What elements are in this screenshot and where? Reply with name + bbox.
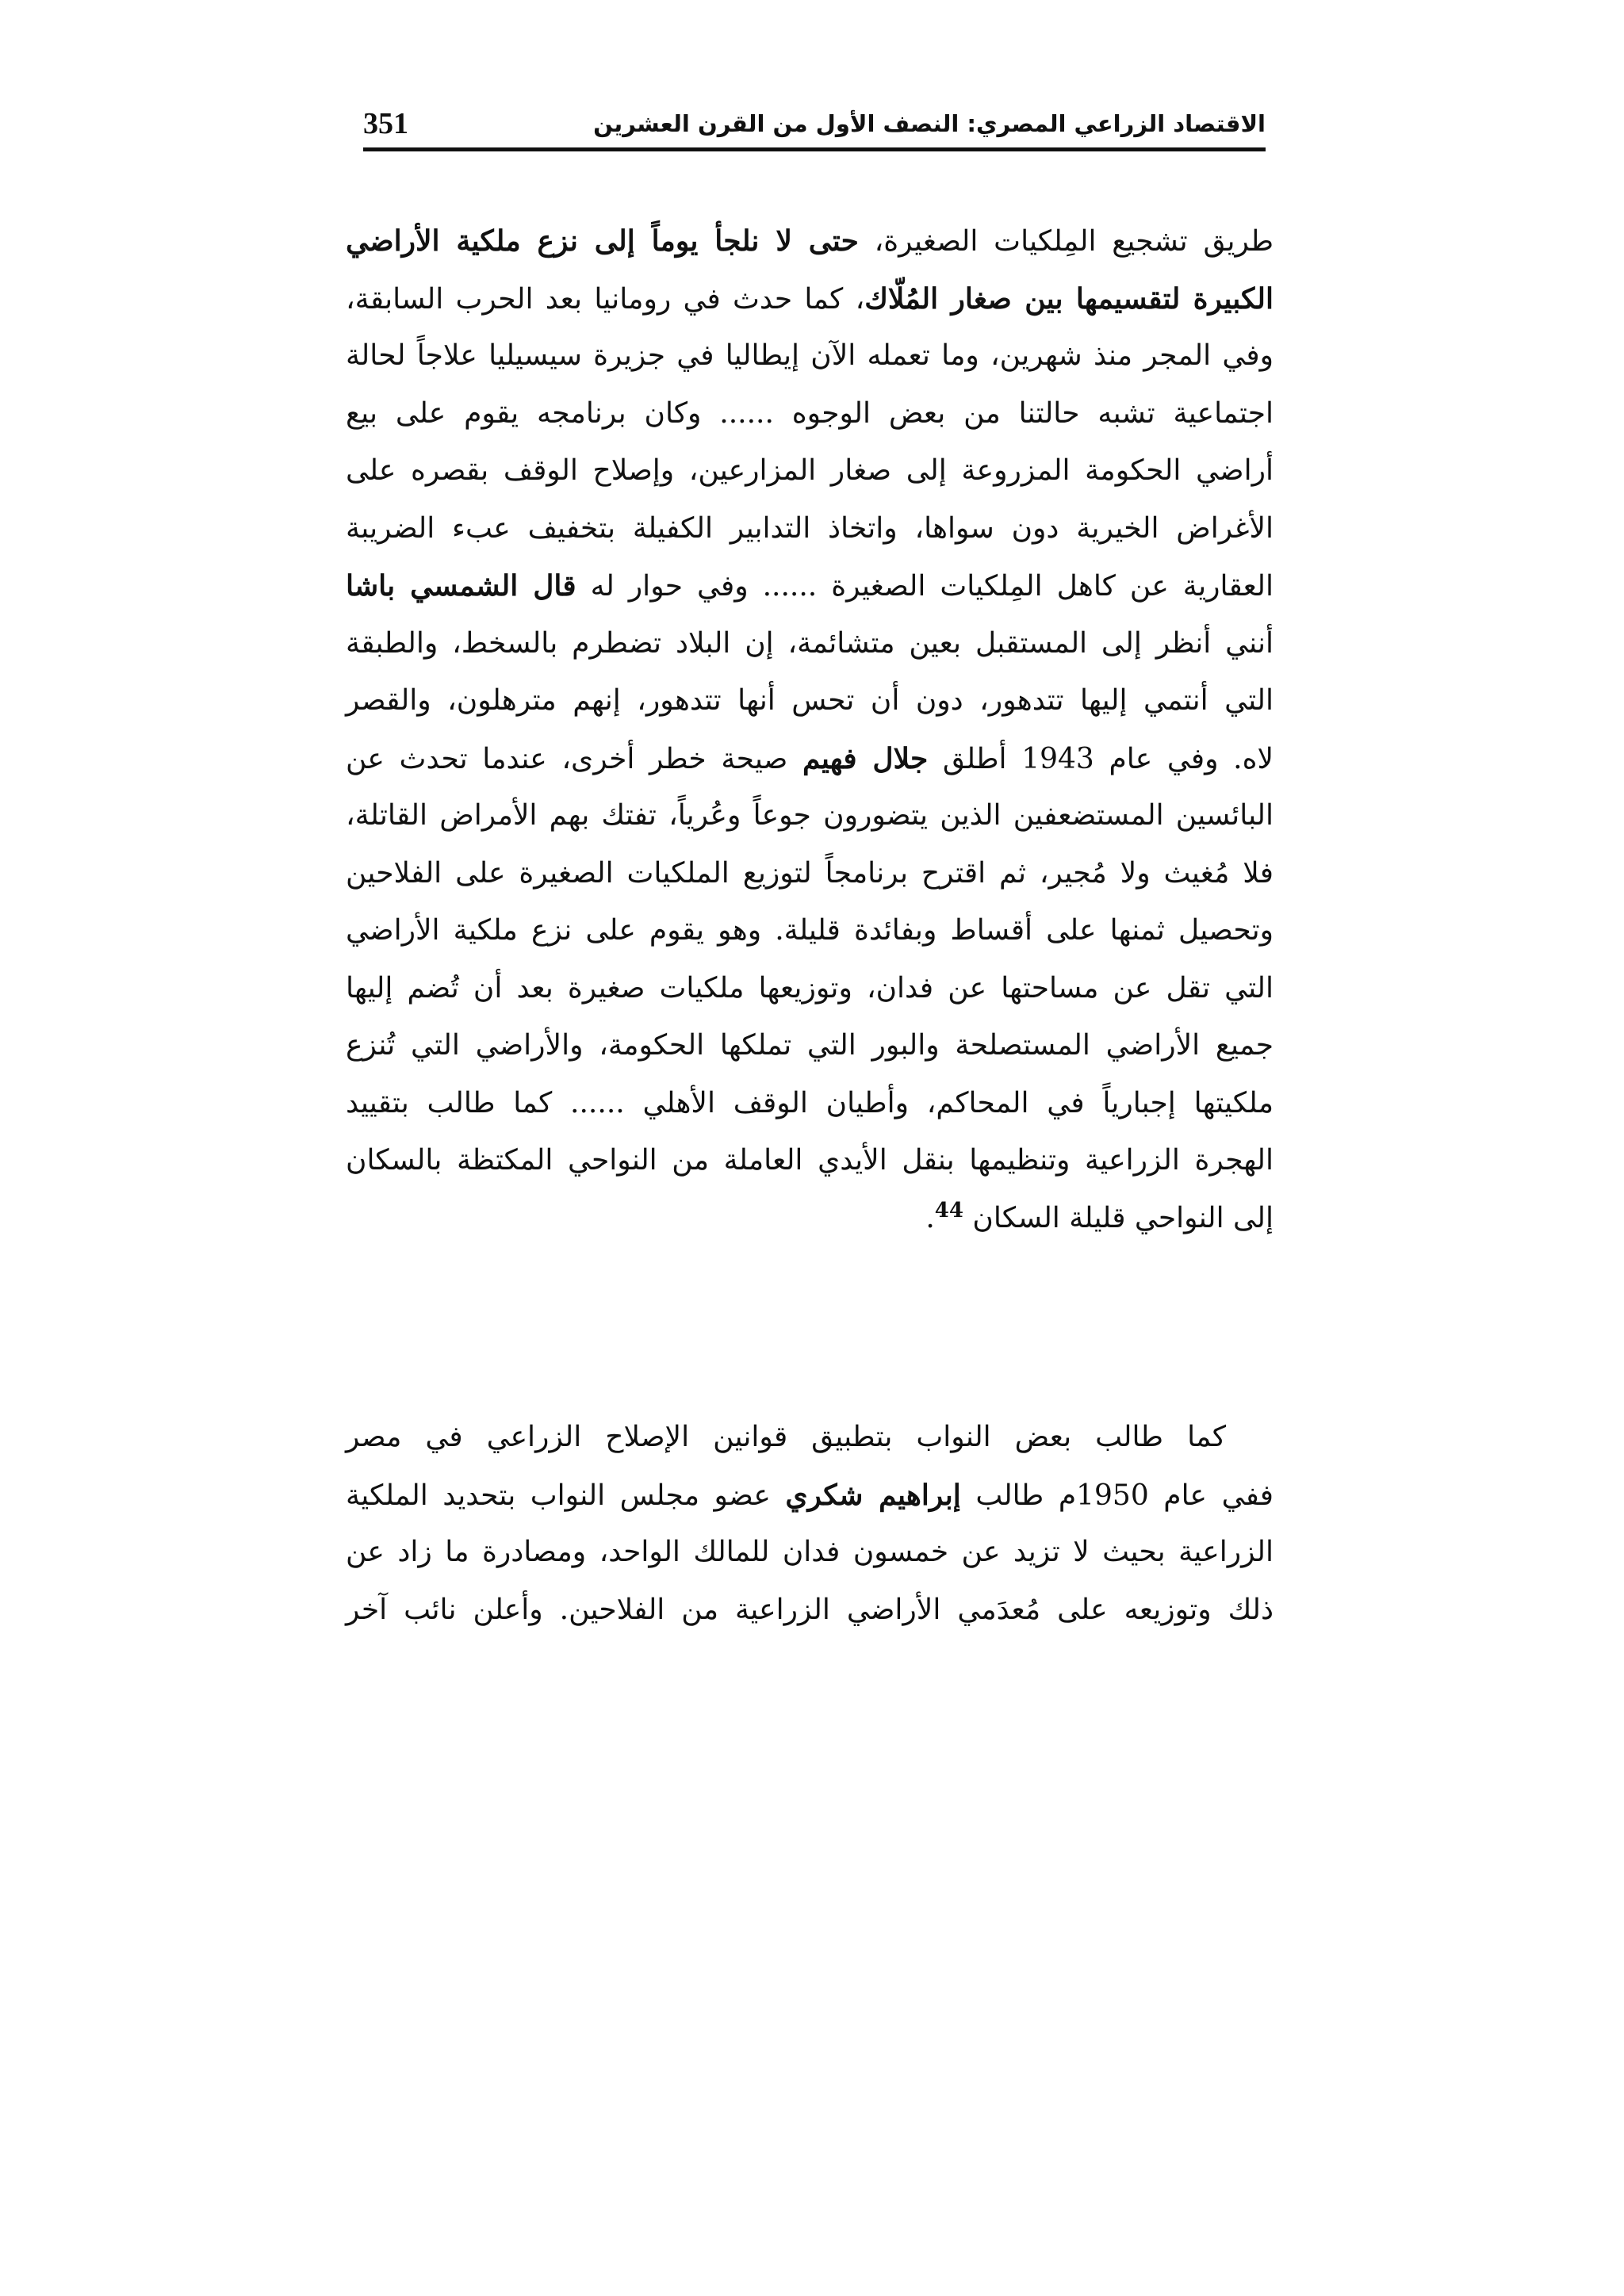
text-line: الزراعية بحيث لا تزيد عن خمسون فدان للمالك الواحد، ومصادرة ما زاد عن [346, 1536, 1274, 1568]
text-line: التي أنتمي إليها تتدهور، دون أن تحس أنها تتدهور، إنهم مترهلون، والقصر [346, 684, 1274, 717]
text-run: العقارية عن كاهل المِلكيات الصغيرة ...... وفي حوار له [576, 570, 1274, 603]
text-line: التي تقل عن مساحتها عن فدان، وتوزيعها ملكيات صغيرة بعد أن تُضم إليها [346, 971, 1274, 1004]
text-line [346, 730, 1274, 788]
footnote-marker: 44 [934, 1198, 963, 1223]
bold-name: إبراهيم شكري [785, 1478, 961, 1512]
text-line [346, 270, 1274, 328]
text-line: وفي المجر منذ شهرين، وما تعمله الآن إيطاليا في جزيرة سيسيليا علاجاً لحالة [346, 339, 1274, 372]
text-line: ذلك وتوزيعه على مُعدَمي الأراضي الزراعية من الفلاحين. وأعلن نائب آخر [346, 1593, 1274, 1626]
text-line: البائسين المستضعفين الذين يتضورون جوعاً وعُرياً، تفتك بهم الأمراض القاتلة، [346, 799, 1274, 832]
body-paragraph [346, 1409, 1274, 1639]
text-line [346, 212, 1274, 270]
bold-emphasis: حتى لا نلجأ يوماً إلى نزع ملكية الأراضي [346, 224, 859, 258]
text-run: ففي عام 1950م طالب [960, 1479, 1274, 1512]
text-line: الأغراض الخيرية دون سواها، واتخاذ التدابير الكفيلة بتخفيف عبء الضريبة [346, 511, 1274, 545]
text-run: إلى النواحي قليلة السكان [963, 1201, 1274, 1234]
text-line: الهجرة الزراعية وتنظيمها بنقل الأيدي العاملة من النواحي المكتظة بالسكان [346, 1144, 1274, 1177]
header-rule [363, 147, 1266, 151]
page-number: 351 [363, 107, 408, 140]
text-line [346, 1467, 1274, 1525]
text-line: وتحصيل ثمنها على أقساط وبفائدة قليلة. وهو يقوم على نزع ملكية الأراضي [346, 914, 1274, 947]
text-line [346, 557, 1274, 615]
text-line: أراضي الحكومة المزروعة إلى صغار المزارعين، وإصلاح الوقف بقصره على [346, 454, 1274, 487]
text-line: كما طالب بعض النواب بتطبيق قوانين الإصلاح الزراعي في مصر [346, 1421, 1226, 1453]
text-run: لاه. وفي عام 1943 أطلق [928, 742, 1274, 775]
text-run: طريق تشجيع المِلكيات الصغيرة، [858, 225, 1274, 258]
page-header [363, 101, 1266, 146]
bold-name: جلال فهيم [802, 741, 929, 775]
text-line: أنني أنظر إلى المستقبل بعين متشائمة، إن البلاد تضطرم بالسخط، والطبقة [346, 626, 1274, 660]
text-line [346, 1190, 1274, 1248]
text-line: فلا مُغيث ولا مُجير، ثم اقترح برنامجاً لتوزيع الملكيات الصغيرة على الفلاحين [346, 856, 1274, 890]
text-line: جميع الأراضي المستصلحة والبور التي تملكها الحكومة، والأراضي التي تُنزع [346, 1029, 1274, 1062]
bold-emphasis: الكبيرة لتقسيمها بين صغار المُلّاك [864, 281, 1274, 316]
bold-name: قال الشمسي باشا [346, 569, 576, 603]
text-line: اجتماعية تشبه حالتنا من بعض الوجوه ...... وكان برنامجه يقوم على بيع [346, 396, 1274, 430]
body-paragraph [346, 212, 1274, 1247]
text-line: ملكيتها إجبارياً في المحاكم، وأطيان الوقف الأهلي ...... كما طالب بتقييد [346, 1086, 1274, 1119]
text-run: صيحة خطر أخرى، عندما تحدث عن [346, 742, 802, 775]
text-run: ، كما حدث في رومانيا بعد الحرب السابقة، [346, 282, 865, 316]
running-title: الاقتصاد الزراعي المصري: النصف الأول من القرن العشرين [593, 110, 1266, 137]
text-run: عضو مجلس النواب بتحديد الملكية [346, 1479, 786, 1512]
text-run: . [925, 1201, 935, 1234]
